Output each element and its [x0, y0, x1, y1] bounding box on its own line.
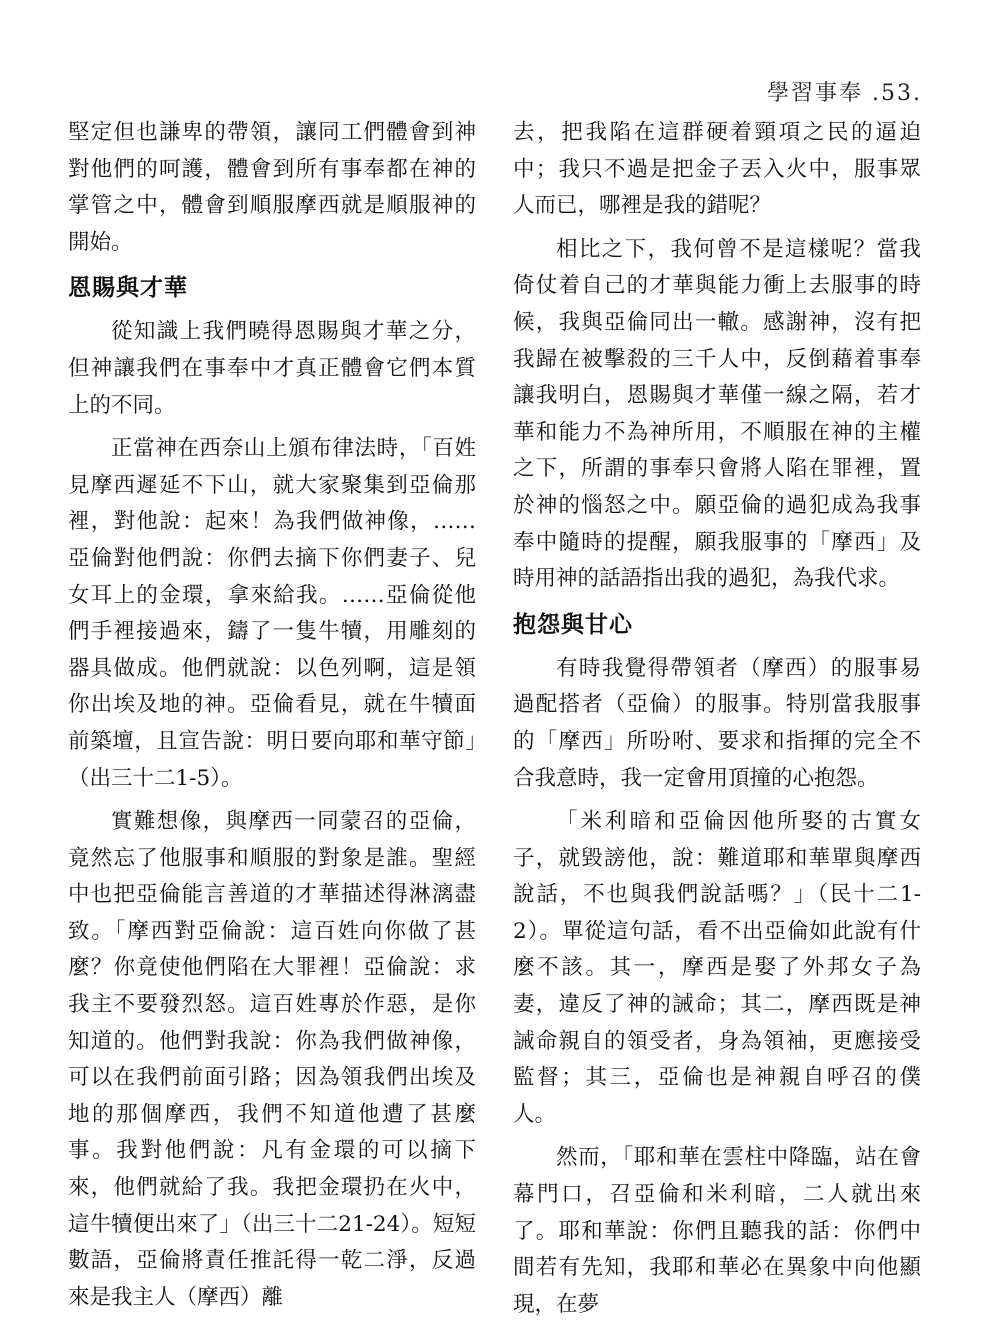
running-header: 學習事奉 .53.	[767, 81, 922, 106]
paragraph: 有時我覺得帶領者（摩西）的服事易過配搭者（亞倫）的服事。特別當我服事的「摩西」所吩咐、要求和指揮的完全不合我意時，我一定會用頂撞的心抱怨。	[513, 655, 921, 791]
left-column	[68, 115, 476, 1323]
right-column	[513, 115, 921, 1330]
paragraph-continued: 堅定但也謙卑的帶領，讓同工們體會到神對他們的呵護，體會到所有事奉都在神的掌管之中，體會到順服摩西就是順服神的開始。	[68, 120, 476, 255]
paragraph-continued: 去，把我陷在這群硬着頸項之民的逼迫中；我只不過是把金子丟入火中，服事眾人而已，哪裡是我的錯呢？	[513, 120, 921, 219]
paragraph: 從知識上我們曉得恩賜與才華之分，但神讓我們在事奉中才真正體會它們本質上的不同。	[68, 319, 476, 418]
section-heading-gifts-talents: 恩賜與才華	[68, 275, 188, 302]
section-heading-complaint-willingness: 抱怨與甘心	[513, 611, 633, 638]
paragraph: 實難想像，與摩西一同蒙召的亞倫，竟然忘了他服事和順服的對象是誰。聖經中也把亞倫能言善道的才華描述得淋漓盡致。「摩西對亞倫說：這百姓向你做了甚麼？你竟使他們陷在大罪裡！亞倫說：求我主不要發烈怒。這百姓專於作惡，是你知道的。他們對我說：你為我們做神像，可以在我們前面引路；因為領我們出埃及地的那個摩西，我們不知道他遭了甚麼事。我對他們說：凡有金環的可以摘下來，他們就給了我。我把金環扔在火中，這牛犢便出來了」（出三十二21-24）。短短數語，亞倫將責任推託得一乾二淨，反過來是我主人（摩西）離	[68, 809, 476, 1310]
paragraph: 正當神在西奈山上頒布律法時，「百姓見摩西遲延不下山，就大家聚集到亞倫那裡，對他說：起來！為我們做神像，……亞倫對他們說：你們去摘下你們妻子、兒女耳上的金環，拿來給我。……亞倫從他們手裡接過來，鑄了一隻牛犢，用雕刻的器具做成。他們就說：以色列啊，這是領你出埃及地的神。亞倫看見，就在牛犢面前築壇，且宣告說：明日要向耶和華守節」（出三十二1-5）。	[68, 436, 476, 791]
paragraph: 「米利暗和亞倫因他所娶的古實女子，就毀謗他，說：難道耶和華單與摩西說話，不也與我們說話嗎？」（民十二1-2）。單從這句話，看不出亞倫如此說有什麼不該。其一，摩西是娶了外邦女子為妻，違反了神的誡命；其二，摩西既是神誡命親自的領受者，身為領袖，更應接受監督；其三，亞倫也是神親自呼召的僕人。	[513, 809, 921, 1127]
paragraph: 相比之下，我何曾不是這樣呢？當我倚仗着自己的才華與能力衝上去服事的時候，我與亞倫同出一轍。感謝神，沒有把我歸在被擊殺的三千人中，反倒藉着事奉讓我明白，恩賜與才華僅一線之隔，若才華和能力不為神所用，不順服在神的主權之下，所謂的事奉只會將人陷在罪裡，置於神的惱怒之中。願亞倫的過犯成為我事奉中隨時的提醒，願我服事的「摩西」及時用神的話語指出我的過犯，為我代求。	[513, 236, 921, 592]
paragraph: 然而，「耶和華在雲柱中降臨，站在會幕門口，召亞倫和米利暗，二人就出來了。耶和華說：你們且聽我的話：你們中間若有先知，我耶和華必在異象中向他顯現，在夢	[513, 1145, 921, 1317]
